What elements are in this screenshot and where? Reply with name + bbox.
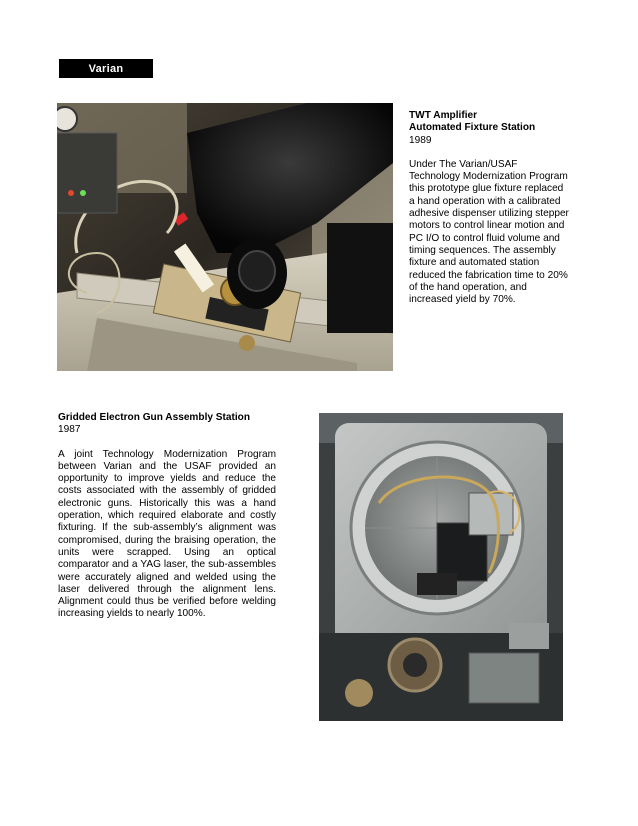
section-year: 1987 (58, 424, 81, 436)
section-body: Under The Varian/USAF Technology Modernization Program this prototype glue fixture replaced a hand operation with a calibrated adhesive dispenser utilizing stepper motors to control linear motion and PC I/O to control fluid volume and timing sequences. The assembly fixture and automated station reduced the fabrication time to 20% of the hand operation, and increased yield by 70%. (409, 158, 569, 306)
company-tag: Varian (59, 59, 153, 78)
twt-amplifier-section (409, 110, 569, 306)
section-body: A joint Technology Modernization Program between Varian and the USAF provided an opportunity to improve yields and reduce the costs associated with the assembly of gridded electronic guns. Historically this was a hand operation, which required elaborate and costly fixturing. If the sub-assembly’s alignment was compromised, during the braising operation, the units were scrapped. Using an optical comparator and a YAG laser, the sub-assembles were accurately aligned and welded using the laser delivered through the alignment lens. Alignment could thus be verified before welding increasing yields to nearly 100%. (58, 448, 276, 620)
section-title: Gridded Electron Gun Assembly Station (58, 412, 250, 423)
fixture-station-photo (57, 103, 393, 371)
electron-gun-station-photo (319, 413, 563, 721)
section-year: 1989 (409, 134, 432, 146)
section-subtitle: Automated Fixture Station (409, 122, 536, 134)
electron-gun-section (58, 412, 276, 621)
section-title: TWT Amplifier (409, 110, 478, 121)
